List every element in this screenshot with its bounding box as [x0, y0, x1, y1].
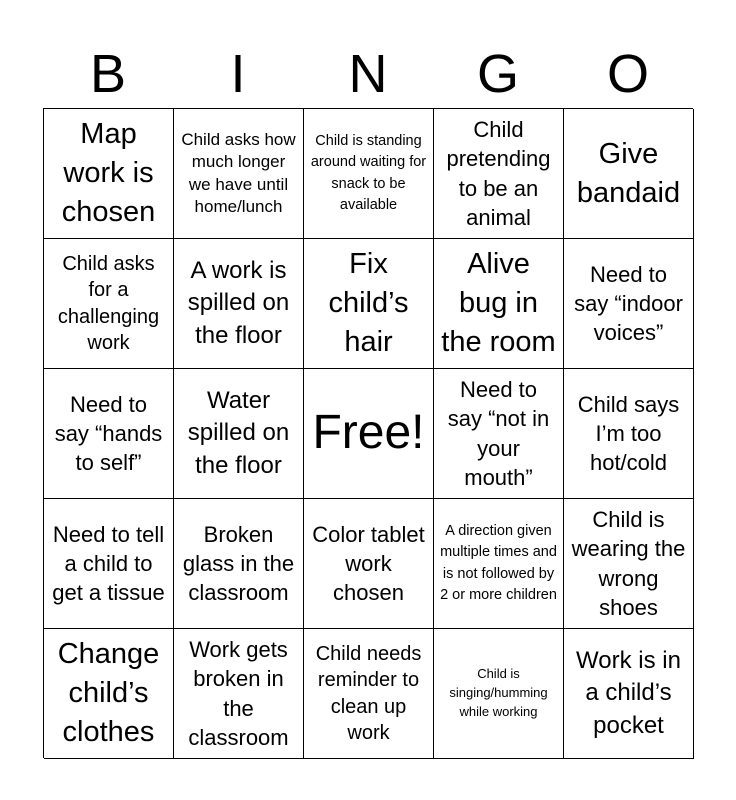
bingo-card	[43, 108, 693, 758]
bingo-cell[interactable]	[44, 629, 174, 759]
header-letter-g: G	[476, 44, 519, 104]
bingo-cell[interactable]	[434, 499, 564, 629]
cell-text: Child asks for a challenging work	[57, 252, 160, 354]
cell-text: Need to tell a child to get a tissue	[52, 521, 165, 606]
bingo-header	[43, 40, 693, 108]
cell-text: Need to say “not in your mouth”	[447, 377, 550, 490]
cell-text: Water spilled on the floor	[187, 387, 290, 479]
bingo-cell-free[interactable]	[304, 369, 434, 499]
header-letter-n: N	[348, 44, 388, 104]
cell-text: Child says I’m too hot/cold	[577, 391, 680, 476]
bingo-cell[interactable]	[174, 109, 304, 239]
cell-text: Change child’s clothes	[57, 638, 160, 748]
bingo-cell[interactable]	[564, 369, 694, 499]
cell-text: Child is singing/humming while working	[449, 666, 548, 719]
cell-text: Give bandaid	[576, 137, 681, 209]
bingo-cell[interactable]	[44, 369, 174, 499]
cell-text: A work is spilled on the floor	[187, 257, 290, 349]
cell-text: Map work is chosen	[61, 118, 156, 228]
cell-text: Fix child’s hair	[328, 248, 409, 358]
cell-text: A direction given multiple times and is not followed by 2 or more children	[440, 523, 557, 603]
bingo-cell[interactable]	[564, 499, 694, 629]
header-letter-o: O	[606, 44, 649, 104]
bingo-cell[interactable]	[44, 239, 174, 369]
bingo-cell[interactable]	[304, 109, 434, 239]
cell-text: Color tablet work chosen	[312, 521, 425, 606]
cell-text: Work is in a child’s pocket	[576, 647, 681, 739]
header-letter-i: I	[230, 44, 246, 104]
free-space-text: Free!	[312, 406, 425, 460]
header-letter-b: B	[89, 44, 127, 104]
cell-text: Need to say “hands to self”	[54, 391, 163, 476]
cell-text: Child needs reminder to clean up work	[315, 642, 422, 744]
bingo-cell[interactable]	[434, 629, 564, 759]
bingo-cell[interactable]	[434, 239, 564, 369]
cell-text: Child asks how much longer we have until home/lunch	[181, 129, 296, 216]
bingo-cell[interactable]	[564, 109, 694, 239]
bingo-cell[interactable]	[44, 499, 174, 629]
bingo-cell[interactable]	[174, 369, 304, 499]
bingo-cell[interactable]	[174, 239, 304, 369]
bingo-cell[interactable]	[174, 499, 304, 629]
bingo-cell[interactable]	[44, 109, 174, 239]
cell-text: Alive bug in the room	[441, 248, 556, 358]
cell-text: Need to say “indoor voices”	[574, 261, 683, 346]
cell-text: Child pretending to be an animal	[446, 117, 551, 230]
bingo-cell[interactable]	[174, 629, 304, 759]
bingo-cell[interactable]	[304, 499, 434, 629]
bingo-cell[interactable]	[434, 369, 564, 499]
cell-text: Child is standing around waiting for snack to be available	[310, 133, 427, 213]
bingo-cell[interactable]	[564, 239, 694, 369]
cell-text: Child is wearing the wrong shoes	[571, 507, 686, 620]
cell-text: Work gets broken in the classroom	[188, 637, 289, 750]
cell-text: Broken glass in the classroom	[182, 521, 295, 606]
bingo-cell[interactable]	[434, 109, 564, 239]
bingo-cell[interactable]	[304, 629, 434, 759]
bingo-cell[interactable]	[564, 629, 694, 759]
bingo-cell[interactable]	[304, 239, 434, 369]
